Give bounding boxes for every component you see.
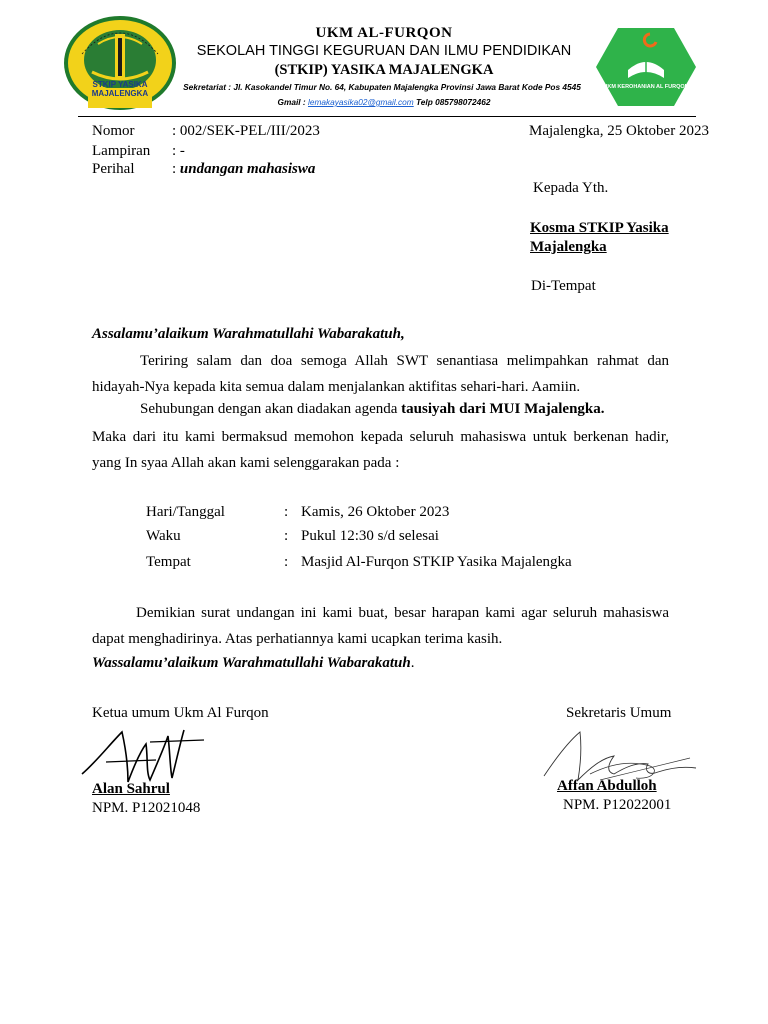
opening-salam: Assalamu’alaikum Warahmatullahi Wabarakatuh, — [92, 326, 405, 342]
schedule-day-value: Kamis, 26 Oktober 2023 — [301, 504, 450, 520]
logo-bottom-text-1: STKIP YASIKA — [92, 80, 148, 89]
schedule-time-label: Waku — [146, 528, 181, 544]
gmail-label: Gmail : — [277, 97, 308, 107]
left-signer-title: Ketua umum Ukm Al Furqon — [92, 705, 269, 721]
schedule-day-label: Hari/Tanggal — [146, 504, 225, 520]
institution-name: SEKOLAH TINGGI KEGURUAN DAN ILMU PENDIDIKAN — [196, 43, 572, 59]
schedule-time-colon: : — [284, 528, 289, 544]
closing-salam-text: Wassalamu’alaikum Warahmatullahi Wabarakatuh — [92, 655, 411, 671]
phone: Telp 085798072462 — [413, 97, 491, 107]
recipient-greeting: Kepada Yth. — [533, 180, 609, 196]
lampiran-label: Lampiran — [92, 143, 151, 159]
agenda-title: tausiyah dari MUI Majalengka. — [401, 401, 605, 417]
nomor-value: : 002/SEK-PEL/III/2023 — [172, 123, 320, 139]
ukm-al-furqon-logo — [594, 26, 698, 108]
recipient-place: Di-Tempat — [531, 278, 596, 294]
paragraph-3: Maka dari itu kami bermaksud memohon kepada seluruh mahasiswa untuk berkenan hadir, yang In syaa Allah akan kami selenggarakan pada : — [92, 429, 669, 471]
right-signer-title: Sekretaris Umum — [566, 705, 672, 721]
paragraph-2-text: Sehubungan dengan akan diadakan agenda — [140, 401, 402, 417]
address: Sekretariat : Jl. Kasokandel Timur No. 64, Kabupaten Majalengka Provinsi Jawa Barat Kode Pos 4545 — [183, 82, 581, 92]
closing-salam — [92, 655, 414, 672]
perihal-row — [172, 161, 315, 178]
letter-date: Majalengka, 25 Oktober 2023 — [529, 123, 709, 139]
recipient-name-line2: Majalengka — [530, 239, 607, 255]
lampiran-value: : - — [172, 143, 185, 159]
perihal-value: undangan mahasiswa — [179, 161, 316, 177]
header-divider — [78, 116, 696, 117]
perihal-label: Perihal — [92, 161, 135, 177]
gmail-link[interactable]: lemakayasika02@gmail.com — [307, 97, 414, 107]
schedule-place-label: Tempat — [146, 554, 191, 570]
schedule-place-colon: : — [284, 554, 289, 570]
perihal-colon: : — [172, 161, 180, 177]
closing-salam-end: . — [410, 655, 415, 671]
logo-bottom-text-2: MAJALENGKA — [91, 89, 149, 98]
org-name: UKM AL-FURQON — [315, 25, 453, 41]
right-signer-npm: NPM. P12022001 — [563, 797, 672, 813]
paragraph-2 — [140, 401, 605, 418]
recipient-name-line1: Kosma STKIP Yasika — [530, 220, 669, 236]
right-logo-caption: UKM KEROHANIAN AL FURQON — [603, 84, 689, 90]
paragraph-1: Teriring salam dan doa semoga Allah SWT senantiasa melimpahkan rahmat dan hidayah-Nya kepada kita semua dalam menjalankan aktifitas sehari-hari. Aamiin. — [92, 353, 669, 395]
left-signer-npm: NPM. P12021048 — [92, 800, 201, 816]
schedule-time-value: Pukul 12:30 s/d selesai — [301, 528, 439, 544]
contact-line — [200, 97, 568, 107]
schedule-day-colon: : — [284, 504, 289, 520]
nomor-label: Nomor — [92, 123, 135, 139]
institution-short: (STKIP) YASIKA MAJALENGKA — [274, 62, 494, 78]
schedule-place-value: Masjid Al-Furqon STKIP Yasika Majalengka — [301, 554, 572, 570]
left-signer-name: Alan Sahrul — [92, 781, 170, 797]
right-signer-name: Affan Abdulloh — [557, 778, 657, 794]
closing-paragraph: Demikian surat undangan ini kami buat, besar harapan kami agar seluruh mahasiswa dapat menghadirinya. Atas perhatiannya kami ucapkan terima kasih. — [92, 605, 669, 647]
